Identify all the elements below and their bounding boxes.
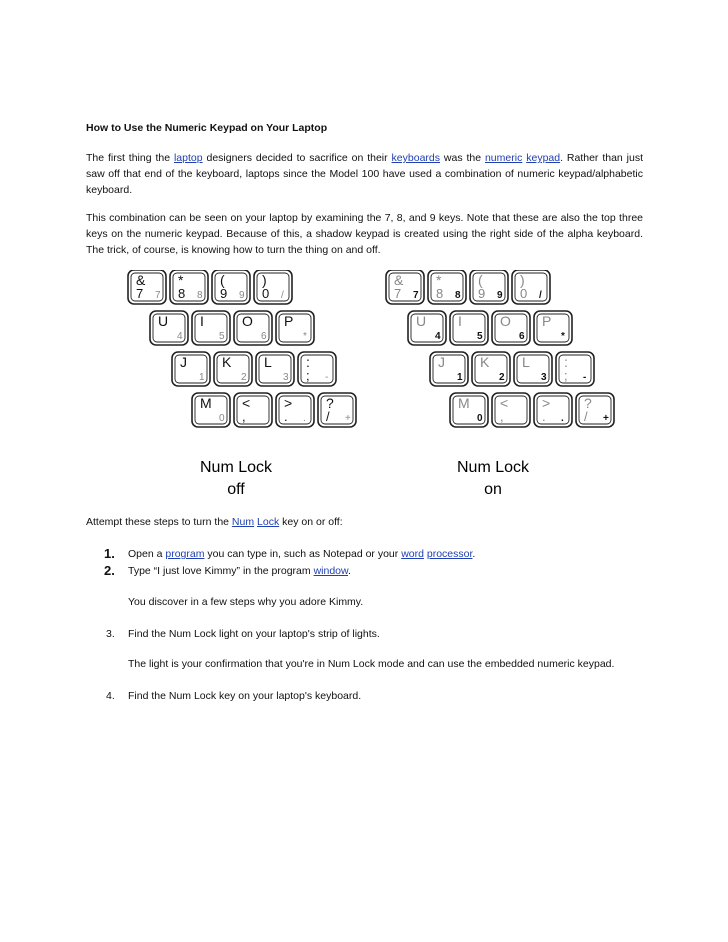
step-4-text: Find the Num Lock key on your laptop's keyboard. [128, 690, 362, 702]
key-. [534, 393, 572, 427]
key-numeric-legend: 4 [177, 331, 183, 342]
key-numeric-legend: - [325, 372, 329, 383]
steps-intro: Attempt these steps to turn the Num Lock key on or off: [86, 516, 343, 528]
key-I [192, 311, 230, 345]
key-legend: * [178, 272, 184, 288]
key-legend: L [264, 354, 272, 370]
key-legend: O [242, 313, 253, 329]
key-legend: ( [220, 272, 225, 288]
left-caption-line2: off [227, 481, 245, 498]
key-numeric-legend: 2 [241, 372, 247, 383]
key-legend-lower: 8 [178, 286, 186, 301]
key-numeric-legend: / [539, 290, 542, 301]
key-0 [254, 270, 292, 304]
link-keyboards[interactable]: keyboards [391, 152, 440, 164]
step-3-note: The light is your confirmation that you're in Num Lock mode and can use the embedded numeric keypad. [128, 658, 615, 670]
step-2-text: Type “I just love Kimmy” in the program window. [128, 565, 351, 577]
key-legend: ? [584, 395, 592, 411]
key-legend-lower: 9 [478, 286, 486, 301]
key-legend-lower: 0 [262, 286, 270, 301]
left-caption-line1: Num Lock [199, 459, 273, 476]
key-M [450, 393, 488, 427]
key-legend: M [200, 395, 212, 411]
key-legend-lower: / [584, 409, 588, 424]
keypad-numlock-on [386, 270, 614, 427]
key-numeric-legend: 7 [155, 290, 161, 301]
key-U [408, 311, 446, 345]
key-, [234, 393, 272, 427]
key-9 [212, 270, 250, 304]
key-legend-lower: . [284, 409, 288, 424]
link-keypad[interactable]: keypad [526, 152, 561, 164]
key-legend: O [500, 313, 511, 329]
key-M [192, 393, 230, 427]
key-legend-lower: , [242, 409, 246, 424]
key-numeric-legend: 9 [239, 290, 245, 301]
key-legend-lower: , [500, 409, 504, 424]
key-numeric-legend: 9 [497, 290, 503, 301]
key-numeric-legend: 8 [455, 290, 461, 301]
key-legend-lower: 7 [136, 286, 144, 301]
step-number: 3. [106, 628, 115, 640]
key-numeric-legend: 5 [219, 331, 225, 342]
key-numeric-legend: - [583, 372, 587, 383]
step-number: 2. [104, 563, 115, 578]
step-2 [104, 563, 115, 580]
key-legend: ) [520, 272, 525, 288]
key-. [276, 393, 314, 427]
key-numeric-legend: / [281, 290, 284, 301]
key-legend: I [200, 313, 204, 329]
link-processor[interactable]: processor [426, 548, 473, 560]
key-numeric-legend: + [345, 413, 351, 424]
keypad-numlock-off [128, 270, 356, 427]
key-numeric-legend: 3 [541, 372, 547, 383]
key-; [298, 352, 336, 386]
key-legend: P [284, 313, 294, 329]
key-legend-lower: 8 [436, 286, 444, 301]
key-legend-lower: / [326, 409, 330, 424]
key-; [556, 352, 594, 386]
key-7 [128, 270, 166, 304]
key-legend: J [438, 354, 445, 370]
key-legend: L [522, 354, 530, 370]
key-legend: I [458, 313, 462, 329]
key-legend: ( [478, 272, 483, 288]
key-I [450, 311, 488, 345]
page-title: How to Use the Numeric Keypad on Your Laptop [86, 122, 328, 134]
link-laptop[interactable]: laptop [173, 152, 203, 164]
right-caption-line2: on [484, 481, 502, 498]
key-numeric-legend: 1 [457, 372, 463, 383]
key-numeric-legend: 6 [519, 331, 525, 342]
key-P [534, 311, 572, 345]
key-numeric-legend: 8 [197, 290, 203, 301]
key-legend: > [284, 395, 293, 411]
key-legend: & [394, 272, 404, 288]
keyboard-figure [110, 270, 710, 500]
key-legend-lower: . [542, 409, 546, 424]
key-numeric-legend: * [561, 331, 565, 342]
key-numeric-legend: 0 [219, 413, 225, 424]
step-number: 1. [104, 546, 115, 561]
key-legend: M [458, 395, 470, 411]
key-legend-lower: 9 [220, 286, 228, 301]
key-legend: : [564, 354, 568, 370]
step-2-note: You discover in a few steps why you adore Kimmy. [128, 596, 364, 608]
key-numeric-legend: . [561, 413, 564, 424]
link-num[interactable]: Num [231, 516, 255, 528]
key-numeric-legend: 7 [413, 290, 419, 301]
key-numeric-legend: . [303, 413, 306, 424]
key-9 [470, 270, 508, 304]
right-caption-line1: Num Lock [456, 459, 530, 476]
key-legend: > [542, 395, 551, 411]
key-legend: U [416, 313, 427, 329]
step-1 [104, 546, 115, 563]
key-8 [428, 270, 466, 304]
step-3-text: Find the Num Lock light on your laptop's strip of lights. [128, 628, 380, 640]
key-8 [170, 270, 208, 304]
key-legend-lower: ; [564, 368, 568, 383]
key-numeric-legend: 6 [261, 331, 267, 342]
combination-paragraph: This combination can be seen on your laptop by examining the 7, 8, and 9 keys. Note that these are also the top three keys on the numeric keypad. Because of this, a shadow keypad is created using the right side of the alpha keyboard. The trick, of course, is knowing how to turn the thing on and off. [86, 212, 643, 256]
step-1-text: Open a program you can type in, such as Notepad or your word processor. [128, 548, 476, 560]
key-legend: * [436, 272, 442, 288]
key-J [430, 352, 468, 386]
step-number: 4. [106, 690, 115, 702]
key-legend: ) [262, 272, 267, 288]
key-L [514, 352, 552, 386]
key-numeric-legend: 0 [477, 413, 483, 424]
key-O [492, 311, 530, 345]
key-legend: < [500, 395, 509, 411]
key-U [150, 311, 188, 345]
key-legend-lower: ; [306, 368, 310, 383]
key-numeric-legend: 1 [199, 372, 205, 383]
key-legend: & [136, 272, 146, 288]
key-numeric-legend: 5 [477, 331, 483, 342]
link-program[interactable]: program [165, 548, 205, 560]
key-numeric-legend: * [303, 331, 307, 342]
key-7 [386, 270, 424, 304]
key-legend-lower: 0 [520, 286, 528, 301]
key-legend: : [306, 354, 310, 370]
key-numeric-legend: 2 [499, 372, 505, 383]
key-numeric-legend: 3 [283, 372, 289, 383]
key-K [214, 352, 252, 386]
key-, [492, 393, 530, 427]
key-legend: < [242, 395, 251, 411]
link-word[interactable]: word [401, 548, 424, 560]
key-legend: J [180, 354, 187, 370]
key-legend: ? [326, 395, 334, 411]
key-J [172, 352, 210, 386]
key-L [256, 352, 294, 386]
link-lock[interactable]: Lock [257, 516, 280, 528]
link-numeric[interactable]: numeric [484, 152, 523, 164]
key-K [472, 352, 510, 386]
key-legend: K [222, 354, 232, 370]
link-window[interactable]: window [313, 565, 349, 577]
key-/ [318, 393, 356, 427]
key-O [234, 311, 272, 345]
key-/ [576, 393, 614, 427]
key-numeric-legend: + [603, 413, 609, 424]
key-legend-lower: 7 [394, 286, 402, 301]
intro-paragraph: The first thing the laptop designers decided to sacrifice on their keyboards was the numeric keypad. Rather than just saw off that end of the keyboard, laptops since the Model 100 have used a combination of numeric keypad/alphabetic keyboard. [86, 152, 643, 196]
key-legend: U [158, 313, 169, 329]
key-numeric-legend: 4 [435, 331, 441, 342]
key-P [276, 311, 314, 345]
key-legend: P [542, 313, 552, 329]
key-legend: K [480, 354, 490, 370]
key-0 [512, 270, 550, 304]
